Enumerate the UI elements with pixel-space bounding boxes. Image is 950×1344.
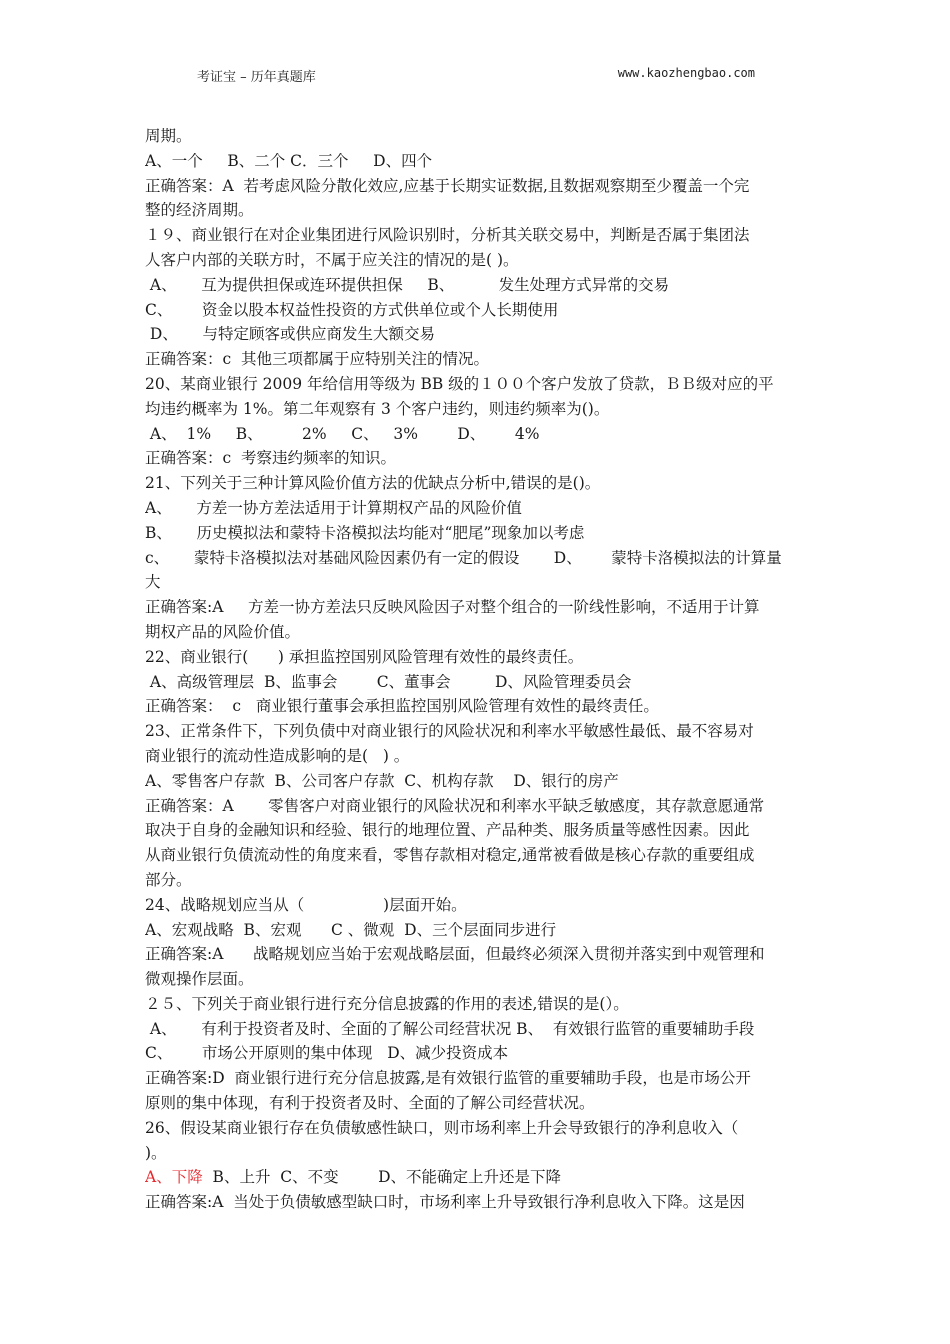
header-url: www.kaozhengbao.com — [617, 66, 755, 80]
text-line: 正确答案：c 其他三项都属于应特别关注的情况。 — [145, 350, 490, 369]
text-line: c、 蒙特卡洛模拟法对基础风险因素仍有一定的假设 D、 蒙特卡洛模拟法的计算量 — [145, 548, 782, 567]
text-line: 正确答案:D 商业银行进行充分信息披露,是有效银行监管的重要辅助手段，也是市场公开 — [145, 1069, 751, 1088]
text-line: 周期。 — [145, 127, 192, 145]
text-line: A、高级管理层 B、监事会 C、董事会 D、风险管理委员会 — [145, 672, 632, 691]
text-line: 部分。 — [145, 870, 192, 889]
other-options: B、上升 C、不变 D、不能确定上升还是下降 — [202, 1168, 562, 1187]
text-line: 20、某商业银行 2009 年给信用等级为 BB 级的１００个客户发放了贷款，ＢＢ级对应的平 — [145, 374, 774, 393]
question-26-options — [145, 1165, 807, 1190]
text-line: 23、正常条件下，下列负债中对商业银行的风险状况和利率水平敏感性最低、最不容易对 — [145, 722, 754, 741]
text-line: 正确答案：c 考察违约频率的知识。 — [145, 449, 397, 468]
text-line: 正确答案：A 若考虑风险分散化效应,应基于长期实证数据,且数据观察期至少覆盖一个完 — [145, 176, 750, 195]
text-line: 24、战略规划应当从（ )层面开始。 — [145, 895, 467, 914]
text-line: 从商业银行负债流动性的角度来看，零售存款相对稳定,通常被看做是核心存款的重要组成 — [145, 846, 755, 865]
text-line: 正确答案:A 战略规划应当始于宏观战略层面，但最终必须深入贯彻并落实到中观管理和 — [145, 945, 765, 964]
text-line: 取决于自身的金融知识和经验、银行的地理位置、产品种类、服务质量等感性因素。因此 — [145, 821, 750, 840]
answer-line: 正确答案:A 当处于负债敏感型缺口时，市场利率上升导致银行净利息收入下降。这是因 — [145, 1193, 745, 1212]
text-line: 大 — [145, 573, 161, 592]
text-line: 均违约概率为 1%。第二年观察有 3 个客户违约，则违约频率为()。 — [145, 399, 610, 418]
text-line: 整的经济周期。 — [145, 201, 254, 220]
header-title: 考证宝 – 历年真题库 — [197, 70, 316, 85]
text-line: A、 互为提供担保或连环提供担保 B、 发生处理方式异常的交易 — [145, 275, 670, 294]
highlighted-option-a: A、下降 — [145, 1168, 203, 1187]
text-line: A、 方差一协方差法适用于计算期权产品的风险价值 — [145, 498, 522, 517]
text-line: A、 有利于投资者及时、全面的了解公司经营状况 B、 有效银行监管的重要辅助手段 — [145, 1019, 755, 1038]
text-line: 22、商业银行( ) 承担监控国别风险管理有效性的最终责任。 — [145, 647, 584, 666]
text-line: B、 历史模拟法和蒙特卡洛模拟法均能对“肥尾”现象加以考虑 — [145, 523, 585, 542]
text-line: 原则的集中体现，有利于投资者及时、全面的了解公司经营状况。 — [145, 1094, 595, 1113]
text-line: A、零售客户存款 B、公司客户存款 C、机构存款 D、银行的房产 — [145, 771, 619, 790]
text-line: 人客户内部的关联方时，不属于应关注的情况的是( )。 — [145, 250, 519, 269]
text-line: ２５、下列关于商业银行进行充分信息披露的作用的表述,错误的是(）。 — [145, 994, 629, 1013]
text-line: C、 资金以股本权益性投资的方式供单位或个人长期使用 — [145, 300, 559, 319]
text-line: 26、假设某商业银行存在负债敏感性缺口，则市场利率上升会导致银行的净利息收入（ — [145, 1118, 739, 1137]
document-body — [145, 124, 807, 1215]
text-line: A、 1% B、 2% C、 3% D、 4% — [145, 424, 540, 443]
text-line: 正确答案： c 商业银行董事会承担监控国别风险管理有效性的最终责任。 — [145, 697, 659, 716]
text-line: D、 与特定顾客或供应商发生大额交易 — [145, 325, 435, 344]
text-line: 商业银行的流动性造成影响的是( ) 。 — [145, 746, 410, 765]
text-line: 微观操作层面。 — [145, 970, 254, 989]
text-line: 21、下列关于三种计算风险价值方法的优缺点分析中,错误的是()。 — [145, 474, 601, 493]
text-line: C、 市场公开原则的集中体现 D、减少投资成本 — [145, 1044, 509, 1063]
text-line: 正确答案:A 方差一协方差法只反映风险因子对整个组合的一阶线性影响，不适用于计算 — [145, 598, 760, 617]
text-lines — [145, 124, 807, 1165]
text-line: 期权产品的风险价值。 — [145, 622, 301, 641]
text-line: )。 — [145, 1143, 167, 1162]
text-line: A、宏观战略 B、宏观 C 、微观 D、三个层面同步进行 — [145, 920, 557, 939]
text-line: 正确答案：A 零售客户对商业银行的风险状况和利率水平缺乏敏感度，其存款意愿通常 — [145, 796, 765, 815]
text-line: １９、商业银行在对企业集团进行风险识别时，分析其关联交易中，判断是否属于集团法 — [145, 226, 750, 245]
text-line: A、一个 B、二个 C．三个 D、四个 — [145, 151, 433, 170]
